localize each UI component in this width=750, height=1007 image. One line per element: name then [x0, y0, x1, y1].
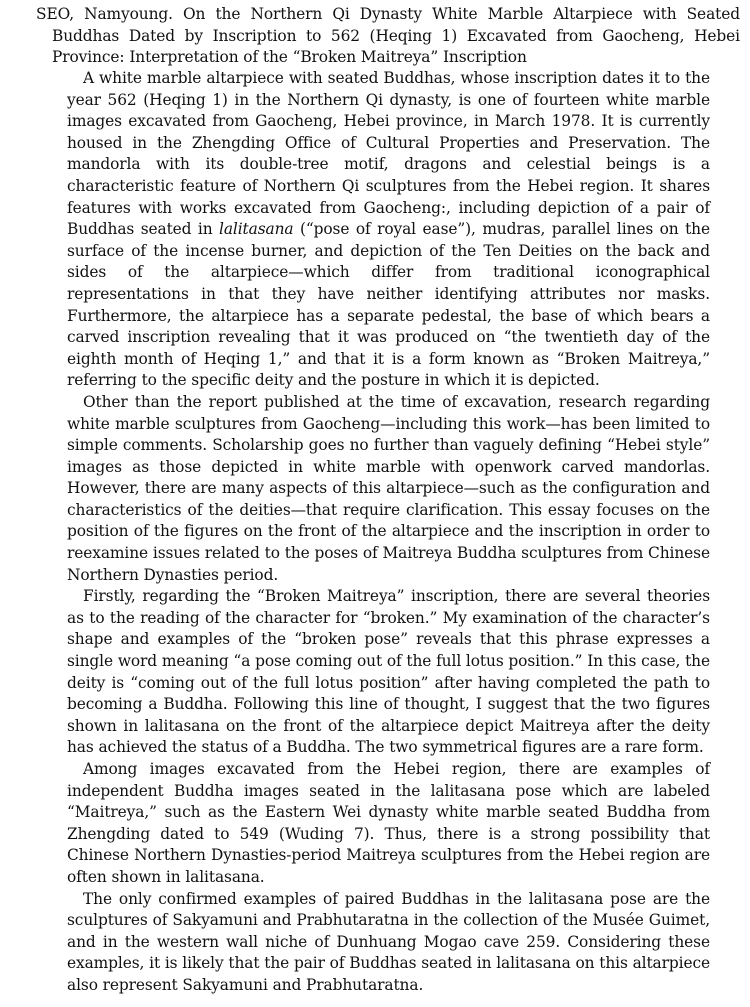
paragraph-1-italic-term: lalitasana	[219, 220, 294, 239]
paragraph-1	[67, 68, 710, 392]
abstract-body	[67, 68, 710, 1007]
paragraph-4: Among images excavated from the Hebei region, there are examples of independent Buddha images seated in the lalitasana pose which are labeled “Maitreya,” such as the Eastern Wei dynasty white marble seated Buddha from Zhengding dated to 549 (Wuding 7). Thus, there is a strong possibility that Chinese Northern Dynasties-period Maitreya sculptures from the Hebei region are often shown in lalitasana.	[67, 760, 710, 886]
paragraph-5-clip	[67, 889, 710, 1007]
paragraph-5: The only confirmed examples of paired Buddhas in the lalitasana pose are the sculptures of Sakyamuni and Prabhutaratna in the collection of the Musée Guimet, and in the western wall niche of Dunhuang Mogao cave 259. Considering these examples, it is likely that the pair of Buddhas seated in lalitasana on this altarpiece also represent Sakyamuni and Prabhutaratna.	[67, 889, 710, 994]
paragraph-1-text-b: (“pose of royal ease”), mudras, parallel lines on the surface of the incense burner, and depiction of the Ten Deities on the back and sides of the altarpiece—which differ from traditional iconographical representations in that they have neither identifying attributes nor masks. Furthermore, the altarpiece has a separate pedestal, the base of which bears a carved inscription revealing that it was produced on “the twentieth day of the eighth month of Heqing 1,” and that it is a form known as “Broken Maitreya,” referring to the specific deity and the posture in which it is depicted.	[67, 220, 710, 390]
paragraph-1-text-a: A white marble altarpiece with seated Buddhas, whose inscription dates it to the year 562 (Heqing 1) in the Northern Qi dynasty, is one of fourteen white marble images excavated from Gaocheng, Hebei province, in March 1978. It is currently housed in the Zhengding Office of Cultural Properties and Preservation. The mandorla with its double-tree motif, dragons and celestial beings is a characteristic feature of Northern Qi sculptures from the Hebei region. It shares features with works excavated from Gaocheng:, including depiction of a pair of Buddhas seated in	[67, 69, 710, 239]
article-heading: SEO, Namyoung. On the Northern Qi Dynasty White Marble Altarpiece with Seated Buddhas Dated by Inscription to 562 (Heqing 1) Excavated from Gaocheng, Hebei Province: Interpretation of the “Broken Maitreya” Inscription	[36, 5, 740, 67]
paragraph-3: Firstly, regarding the “Broken Maitreya” inscription, there are several theories as to the reading of the character for “broken.” My examination of the character’s shape and examples of the “broken pose” reveals that this phrase expresses a single word meaning “a pose coming out of the full lotus position.” In this case, the deity is “coming out of the full lotus position” after having completed the path to becoming a Buddha. Following this line of thought, I suggest that the two figures shown in lalitasana on the front of the altarpiece depict Maitreya after the deity has achieved the status of a Buddha. The two symmetrical figures are a rare form.	[67, 587, 710, 757]
paragraph-2: Other than the report published at the time of excavation, research regarding white marble sculptures from Gaocheng—including this work—has been limited to simple comments. Scholarship goes no further than vaguely defining “Hebei style” images as those depicted in white marble with openwork carved mandorlas. However, there are many aspects of this altarpiece—such as the configuration and characteristics of the deities—that require clarification. This essay focuses on the position of the figures on the front of the altarpiece and the inscription in order to reexamine issues related to the poses of Maitreya Buddha sculptures from Chinese Northern Dynasties period.	[67, 392, 710, 584]
